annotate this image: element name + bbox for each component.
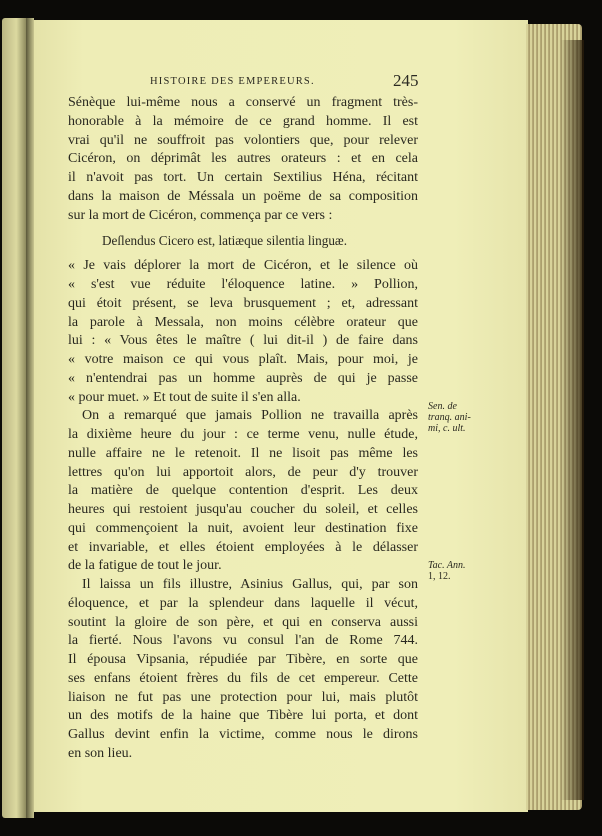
margin-note-tacitus: [428, 560, 466, 582]
text-line: Il laissa un fils illustre, Asinius Gallus, qui, par son: [82, 577, 418, 592]
margin-note-line: 1, 12.: [428, 571, 451, 582]
text-line: vrai qu'il ne souffroit pas volontiers que, pour relever: [68, 132, 418, 148]
text-line: dans la maison de Méssala un poëme de sa composition: [68, 188, 418, 204]
margin-note-line: tranq. ani-: [428, 412, 471, 423]
text-line: la dixième heure du jour : ce terme venu, nulle étude,: [68, 427, 418, 442]
text-line: lettres qu'on lui apportoit alors, de peur d'y trouver: [68, 464, 418, 480]
text-line: lui : « Vous êtes le maître ( lui dit-il ) de faire dans: [68, 333, 418, 349]
text-line: honorable à la mémoire de ce grand homme. Il est: [68, 113, 418, 129]
running-title: HISTOIRE DES EMPEREURS.: [150, 76, 315, 87]
text-line: liaison ne fut pas une protection pour lui, mais plutôt: [68, 689, 418, 705]
text-line: On a remarqué que jamais Pollion ne travailla après: [82, 408, 418, 424]
text-line: la fierté. Nous l'avons vu consul l'an de Rome 744.: [68, 633, 418, 649]
text-line: soutint la gloire de son père, et qui en conserva aussi: [68, 614, 418, 630]
text-line: « n'entendrai pas un homme auprès de qui je passe: [68, 370, 418, 386]
text-line: Il épousa Vipsania, répudiée par Tibère, en sorte que: [68, 652, 418, 667]
text-line: il n'avoit pas tort. Un certain Sextilius Héna, récitant: [68, 170, 418, 185]
margin-note-seneca: [428, 401, 471, 434]
text-line: de la fatigue de tout le jour.: [68, 558, 222, 574]
margin-note-line: Tac. Ann.: [428, 560, 466, 571]
text-line: Cicéron, on déprimât les autres orateurs : et en cela: [68, 151, 418, 167]
text-line: « pour muet. » Et tout de suite il s'en alla.: [68, 389, 301, 405]
text-line: qui étoit présent, se leva brusquement ; et, adressant: [68, 295, 418, 311]
text-line: Gallus devint enfin la victime, comme nous le dirons: [68, 727, 418, 742]
text-line: la matière de quelque contention d'esprit. Les deux: [68, 483, 418, 499]
page-stack-shadow: [560, 40, 584, 800]
text-line: ses enfans étoient frères du fils de cet empereur. Cette: [68, 670, 418, 686]
text-line: « Je vais déplorer la mort de Cicéron, et le silence où: [68, 258, 418, 274]
margin-note-line: mi, c. ult.: [428, 423, 466, 434]
page-body: [68, 94, 418, 764]
margin-note-line: Sen. de: [428, 401, 457, 412]
text-line: « s'est vue réduite l'éloquence latine. » Pollion,: [68, 277, 418, 292]
previous-page-edge: [2, 18, 26, 818]
text-line: en son lieu.: [68, 745, 133, 761]
text-line: et invariable, et elles étoient employées à le délasser: [68, 539, 418, 555]
book-gutter: [26, 18, 34, 818]
text-line: sur la mort de Cicéron, commença par ce vers :: [68, 207, 333, 223]
text-line: heures qui restoient jusqu'au coucher du soleil, et celles: [68, 502, 418, 517]
text-line: qui commençoient la nuit, avoient leur destination fixe: [68, 520, 418, 536]
text-line: un des motifs de la haine que Tibère lui porta, et dont: [68, 708, 418, 724]
text-line: éloquence, et par la splendeur dans laquelle il vécut,: [68, 595, 418, 611]
text-line: Sénèque lui-même nous a conservé un fragment très-: [68, 95, 418, 110]
verse-quotation: Deſlendus Cicero est, latiæque silentia linguæ.: [102, 233, 348, 249]
page-number: 245: [393, 71, 419, 90]
text-line: la parole à Messala, non moins célèbre orateur que: [68, 314, 418, 330]
text-line: « votre maison ce qui vous plaît. Mais, pour moi, je: [68, 352, 418, 367]
text-line: nulle affaire ne le retenoit. Il ne lisoit pas même les: [68, 445, 418, 461]
